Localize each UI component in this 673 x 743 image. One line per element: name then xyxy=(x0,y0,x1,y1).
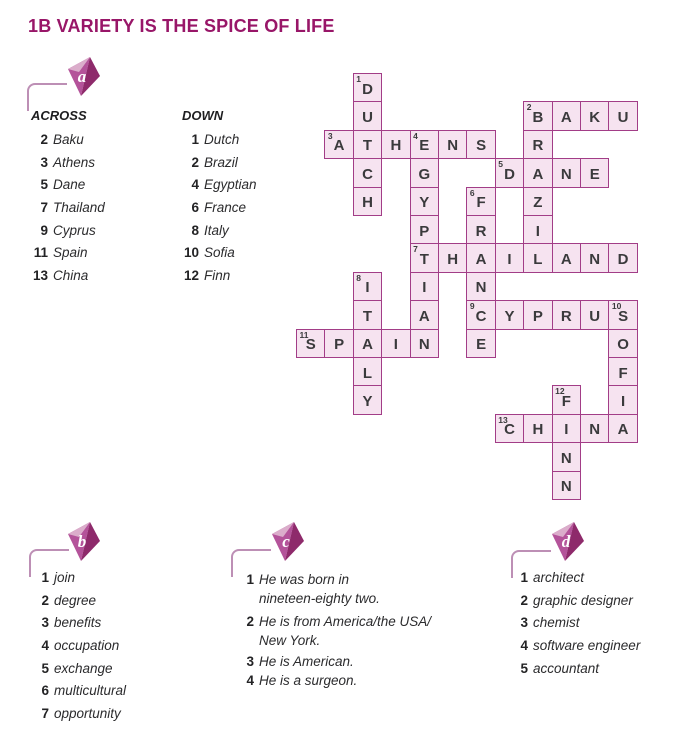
cell-letter: P xyxy=(334,336,345,354)
cell-letter: S xyxy=(305,336,316,354)
list-item xyxy=(36,593,126,616)
crossword-cell xyxy=(580,300,609,329)
item-number: 4 xyxy=(520,637,528,653)
down-header: DOWN xyxy=(182,108,224,123)
list-item xyxy=(36,706,126,729)
item-text: Brazil xyxy=(204,154,238,170)
item-text: Sofia xyxy=(204,245,235,261)
item-number: 7 xyxy=(41,705,49,721)
gem-icon xyxy=(64,521,104,563)
gem-icon xyxy=(548,521,588,563)
cell-letter: R xyxy=(532,137,544,155)
crossword-cell xyxy=(466,130,495,159)
list-item xyxy=(36,615,126,638)
crossword-cell xyxy=(410,130,439,159)
crossword-cell xyxy=(495,243,524,272)
section-c-list xyxy=(240,570,460,691)
item-number: 5 xyxy=(40,177,48,193)
item-number: 11 xyxy=(33,245,48,261)
item-text: opportunity xyxy=(54,705,121,721)
item-text: degree xyxy=(54,592,97,608)
list-item xyxy=(30,177,105,200)
crossword-cell xyxy=(353,101,382,130)
crossword-cell xyxy=(608,414,637,443)
crossword-cell xyxy=(523,414,552,443)
crossword-cell xyxy=(552,442,581,471)
crossword-cell xyxy=(580,414,609,443)
crossword-cell xyxy=(466,329,495,358)
crossword-cell xyxy=(353,73,382,102)
crossword-cell xyxy=(353,187,382,216)
cell-letter: U xyxy=(362,109,373,127)
item-text: architect xyxy=(533,570,585,585)
crossword-cell xyxy=(324,130,353,159)
item-text: He is a surgeon. xyxy=(259,672,358,688)
cell-letter: T xyxy=(362,137,373,155)
cell-letter: D xyxy=(362,80,373,98)
list-item xyxy=(240,654,460,669)
crossword-grid xyxy=(296,73,638,501)
item-number: 2 xyxy=(191,154,199,170)
item-number: 6 xyxy=(191,199,199,215)
crossword-cell xyxy=(552,385,581,414)
section-label: b xyxy=(77,532,87,551)
item-text: graphic designer xyxy=(533,592,633,608)
list-item xyxy=(36,570,126,593)
cell-letter: N xyxy=(560,449,572,467)
cell-letter: S xyxy=(476,137,487,155)
item-number: 8 xyxy=(191,222,199,238)
cell-letter: C xyxy=(504,421,515,439)
item-text: chemist xyxy=(533,615,580,631)
item-number: 5 xyxy=(41,660,49,676)
cell-letter: B xyxy=(532,109,544,127)
crossword-cell xyxy=(410,187,439,216)
crossword-cell xyxy=(608,300,637,329)
list-item xyxy=(30,155,105,178)
page-title: 1B VARIETY IS THE SPICE OF LIFE xyxy=(28,16,335,36)
crossword-cell xyxy=(466,272,495,301)
crossword-cell xyxy=(552,158,581,187)
crossword-cell xyxy=(410,243,439,272)
cell-letter: E xyxy=(589,165,600,183)
cell-letter: F xyxy=(476,194,486,212)
item-number: 3 xyxy=(41,615,49,631)
cell-letter: C xyxy=(362,165,373,183)
cell-letter: L xyxy=(362,364,373,382)
crossword-cell xyxy=(495,414,524,443)
cell-letter: I xyxy=(621,393,626,411)
cell-letter: T xyxy=(362,307,373,325)
cell-letter: I xyxy=(564,421,569,439)
cell-letter: A xyxy=(418,307,430,325)
item-number: 12 xyxy=(183,267,199,283)
cell-letter: Z xyxy=(533,194,543,212)
item-text: Baku xyxy=(53,132,84,147)
list-item xyxy=(30,245,105,268)
cell-letter: H xyxy=(532,421,544,439)
item-number: 4 xyxy=(246,672,254,688)
item-text: exchange xyxy=(54,660,113,676)
cell-letter: Y xyxy=(419,194,430,212)
item-text: He was born in nineteen-eighty two. xyxy=(259,572,380,607)
down-items xyxy=(181,132,257,290)
crossword-cell xyxy=(324,329,353,358)
cell-number: 9 xyxy=(469,301,475,312)
section-b-list xyxy=(36,570,126,728)
list-item xyxy=(36,661,126,684)
list-item xyxy=(30,200,105,223)
list-item xyxy=(30,223,105,246)
cell-letter: G xyxy=(418,165,431,183)
item-text: Athens xyxy=(53,154,96,170)
across-items xyxy=(30,132,105,290)
item-text: France xyxy=(204,199,247,215)
crossword-cell xyxy=(353,272,382,301)
section-b-items xyxy=(36,570,126,728)
crossword-cell xyxy=(353,300,382,329)
section-label: a xyxy=(77,67,87,86)
cell-letter: N xyxy=(447,137,459,155)
gem-icon xyxy=(268,521,308,563)
cell-letter: S xyxy=(618,307,629,325)
gem-icon xyxy=(64,56,104,98)
list-item xyxy=(181,223,257,246)
item-number: 2 xyxy=(520,592,528,608)
item-number: 4 xyxy=(191,177,199,193)
cell-letter: I xyxy=(365,279,370,297)
list-item xyxy=(181,177,257,200)
crossword-cell xyxy=(523,300,552,329)
section-d-list xyxy=(514,570,640,683)
section-c-items xyxy=(240,570,460,688)
crossword-cell xyxy=(466,300,495,329)
item-number: 6 xyxy=(41,683,49,699)
item-number: 7 xyxy=(40,199,48,215)
item-number: 2 xyxy=(246,614,254,629)
crossword-cell xyxy=(495,158,524,187)
crossword-cell xyxy=(353,385,382,414)
item-text: accountant xyxy=(533,660,600,676)
cell-number: 3 xyxy=(327,130,333,141)
crossword-cell xyxy=(580,158,609,187)
crossword-cell xyxy=(523,101,552,130)
item-text: He is from America/the USA/ New York. xyxy=(259,614,432,649)
item-number: 1 xyxy=(191,132,199,147)
cell-letter: D xyxy=(504,165,515,183)
cell-letter: R xyxy=(475,222,487,240)
item-number: 2 xyxy=(40,132,48,147)
item-number: 1 xyxy=(520,570,528,585)
crossword-cell xyxy=(552,101,581,130)
cell-letter: I xyxy=(422,279,427,297)
crossword-cell xyxy=(353,130,382,159)
crossword-cell xyxy=(353,329,382,358)
crossword-cell xyxy=(523,130,552,159)
crossword-cell xyxy=(523,187,552,216)
cell-letter: A xyxy=(560,251,572,269)
cell-letter: P xyxy=(532,307,543,325)
list-item xyxy=(181,132,257,155)
cell-letter: A xyxy=(475,251,487,269)
item-number: 1 xyxy=(41,570,49,585)
crossword-cell xyxy=(296,329,325,358)
cell-letter: N xyxy=(589,251,601,269)
list-item xyxy=(514,638,640,661)
list-item xyxy=(514,570,640,593)
crossword-cell xyxy=(580,243,609,272)
list-item xyxy=(240,612,460,650)
list-item xyxy=(36,683,126,706)
cell-letter: U xyxy=(589,307,601,325)
cell-letter: C xyxy=(475,307,487,325)
item-number: 13 xyxy=(32,267,48,283)
item-number: 3 xyxy=(520,615,528,631)
cell-number: 12 xyxy=(555,386,565,397)
cell-letter: N xyxy=(418,336,430,354)
cell-letter: L xyxy=(533,251,543,269)
across-header: ACROSS xyxy=(31,108,87,123)
crossword-cell xyxy=(410,329,439,358)
cell-letter: F xyxy=(561,393,571,411)
list-item xyxy=(30,268,105,291)
crossword-cell xyxy=(353,357,382,386)
crossword-cell xyxy=(608,357,637,386)
item-text: Dutch xyxy=(204,132,240,147)
section-label: c xyxy=(282,532,290,551)
section-label: d xyxy=(561,532,571,551)
item-text: Dane xyxy=(53,177,86,193)
cell-letter: A xyxy=(333,137,345,155)
item-text: Finn xyxy=(204,267,231,283)
item-text: He is American. xyxy=(259,654,354,669)
cell-letter: H xyxy=(362,194,373,212)
cell-letter: H xyxy=(390,137,402,155)
crossword-cell xyxy=(410,158,439,187)
cell-letter: E xyxy=(476,336,487,354)
crossword-cell xyxy=(608,101,637,130)
crossword-cell xyxy=(608,385,637,414)
item-text: Cyprus xyxy=(53,222,96,238)
cell-letter: Y xyxy=(504,307,515,325)
crossword-cell xyxy=(410,272,439,301)
list-item xyxy=(181,245,257,268)
cell-number: 1 xyxy=(356,74,362,84)
item-number: 4 xyxy=(41,637,49,653)
cell-letter: I xyxy=(393,336,398,354)
crossword-cell xyxy=(580,101,609,130)
item-text: software engineer xyxy=(533,637,641,653)
section-d-items xyxy=(514,570,640,683)
section-a-bracket xyxy=(27,83,67,111)
cell-letter: E xyxy=(419,137,430,155)
item-text: benefits xyxy=(54,615,102,631)
crossword-cell xyxy=(410,300,439,329)
cell-letter: A xyxy=(532,165,544,183)
cell-letter: Y xyxy=(362,393,373,411)
list-item xyxy=(514,593,640,616)
list-item xyxy=(181,268,257,291)
crossword-cell xyxy=(438,130,467,159)
cell-number: 5 xyxy=(498,159,504,170)
item-text: Thailand xyxy=(53,199,105,215)
crossword-cell xyxy=(552,243,581,272)
crossword-cell xyxy=(466,243,495,272)
cell-number: 7 xyxy=(413,244,418,255)
item-text: Spain xyxy=(53,245,88,261)
crossword-cell xyxy=(353,158,382,187)
cell-letter: A xyxy=(362,336,373,354)
crossword-cell xyxy=(523,158,552,187)
list-item xyxy=(514,615,640,638)
list-item xyxy=(30,132,105,155)
crossword-cell xyxy=(552,414,581,443)
crossword-cell xyxy=(466,215,495,244)
cell-number: 13 xyxy=(498,414,508,425)
item-text: occupation xyxy=(54,637,120,653)
crossword-cell xyxy=(381,329,410,358)
cell-number: 6 xyxy=(469,187,475,198)
item-text: Italy xyxy=(204,222,229,238)
cell-letter: N xyxy=(475,279,487,297)
crossword-cell xyxy=(608,329,637,358)
cell-letter: O xyxy=(617,336,629,354)
item-text: join xyxy=(54,570,76,585)
cell-letter: N xyxy=(560,165,572,183)
cell-letter: D xyxy=(617,251,629,269)
crossword-cell xyxy=(523,215,552,244)
crossword-cell xyxy=(552,471,581,500)
item-number: 9 xyxy=(40,222,48,238)
cell-letter: A xyxy=(617,421,629,439)
item-text: Egyptian xyxy=(204,177,257,193)
cell-number: 10 xyxy=(611,301,622,312)
across-list xyxy=(30,108,105,290)
list-item xyxy=(181,200,257,223)
cell-number: 4 xyxy=(413,130,418,141)
cell-letter: P xyxy=(419,222,430,240)
cell-letter: N xyxy=(589,421,601,439)
cell-letter: I xyxy=(535,222,540,240)
cell-number: 2 xyxy=(526,102,532,113)
crossword-cell xyxy=(523,243,552,272)
list-item xyxy=(240,673,460,688)
cell-letter: N xyxy=(560,478,572,496)
list-item xyxy=(181,155,257,178)
crossword-cell xyxy=(410,215,439,244)
item-number: 3 xyxy=(40,154,48,170)
cell-letter: F xyxy=(618,364,628,382)
item-number: 3 xyxy=(246,654,254,669)
list-item xyxy=(240,570,460,608)
cell-letter: I xyxy=(507,251,512,269)
cell-letter: H xyxy=(447,251,459,269)
crossword-cell xyxy=(608,243,637,272)
cell-letter: U xyxy=(617,109,629,127)
cell-letter: A xyxy=(560,109,572,127)
crossword-cell xyxy=(438,243,467,272)
cell-letter: K xyxy=(589,109,601,127)
item-text: multicultural xyxy=(54,683,127,699)
item-number: 10 xyxy=(183,245,199,261)
cell-letter: R xyxy=(560,307,572,325)
crossword-cell xyxy=(552,300,581,329)
crossword-cell xyxy=(495,300,524,329)
cell-letter: T xyxy=(419,251,429,269)
item-number: 1 xyxy=(246,572,254,587)
item-text: China xyxy=(53,267,89,283)
cell-number: 11 xyxy=(299,329,309,340)
down-list xyxy=(181,108,257,290)
item-number: 5 xyxy=(520,660,528,676)
cell-number: 8 xyxy=(356,272,362,283)
item-number: 2 xyxy=(41,592,49,608)
crossword-cell xyxy=(381,130,410,159)
crossword-cell xyxy=(466,187,495,216)
list-item xyxy=(36,638,126,661)
list-item xyxy=(514,661,640,684)
